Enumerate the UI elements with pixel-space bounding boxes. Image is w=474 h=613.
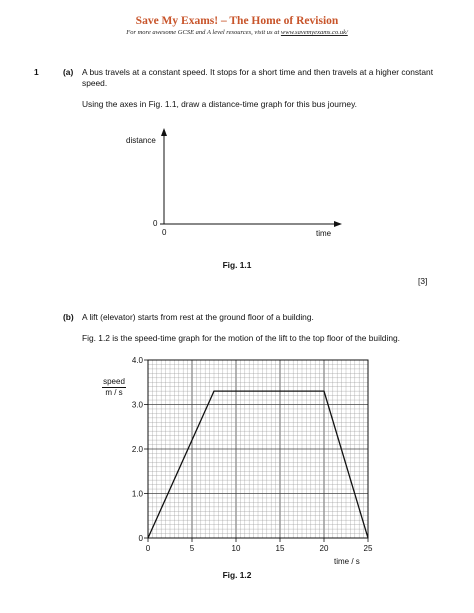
x-tick-label: 0 xyxy=(145,544,151,553)
part-a-marks: [3] xyxy=(418,276,428,286)
part-a-instruction: Using the axes in Fig. 1.1, draw a distance-time graph for this bus journey. xyxy=(82,99,357,109)
y-tick-label: 0 xyxy=(138,534,143,543)
y-tick-label: 2.0 xyxy=(131,445,143,454)
y-tick-label: 3.0 xyxy=(131,400,143,410)
fig-1-2-caption: Fig. 1.2 xyxy=(222,570,252,580)
fig-1-1-origin-y: 0 xyxy=(153,219,158,228)
part-a-text-line1: A bus travels at a constant speed. It stops for a short time and then travels at a higher constant xyxy=(82,67,434,77)
fig-1-2-ylabel-bottom: m / s xyxy=(105,388,123,397)
x-tick-label: 20 xyxy=(319,544,329,553)
x-tick-label: 25 xyxy=(363,544,373,553)
fig-1-2-ylabel-top: speed xyxy=(103,377,125,386)
y-tick-label: 4.0 xyxy=(131,356,143,365)
site-url-link[interactable]: www.savemyexams.co.uk/ xyxy=(280,29,348,36)
fig-1-1-y-label: distance xyxy=(126,136,156,145)
x-tick-label: 5 xyxy=(189,544,195,553)
speed-time-point xyxy=(147,537,148,538)
x-tick-label: 15 xyxy=(275,544,285,553)
question-number: 1 xyxy=(34,67,39,77)
fig-1-1-x-label: time xyxy=(316,229,332,238)
fig-1-1-origin-x: 0 xyxy=(162,228,167,237)
speed-time-point xyxy=(213,391,214,392)
speed-time-point xyxy=(323,391,324,392)
speed-time-point xyxy=(367,537,368,538)
part-a-text-line2: speed. xyxy=(82,78,108,88)
y-tick-label: 1.0 xyxy=(131,489,143,499)
x-tick-label: 10 xyxy=(231,544,241,553)
part-b-label: (b) xyxy=(63,312,74,322)
part-a-label: (a) xyxy=(63,67,74,77)
part-b-text-line2: Fig. 1.2 is the speed-time graph for the motion of the lift to the top floor of the building. xyxy=(82,333,400,343)
part-b-text-line1: A lift (elevator) starts from rest at the ground floor of a building. xyxy=(82,312,314,322)
site-title: Save My Exams! – The Home of Revision xyxy=(135,15,339,27)
fig-1-2-xlabel: time / s xyxy=(334,557,360,566)
fig-1-1-caption: Fig. 1.1 xyxy=(222,260,252,270)
subtitle-prefix: For more awesome GCSE and A level resources, visit us at xyxy=(126,29,281,36)
